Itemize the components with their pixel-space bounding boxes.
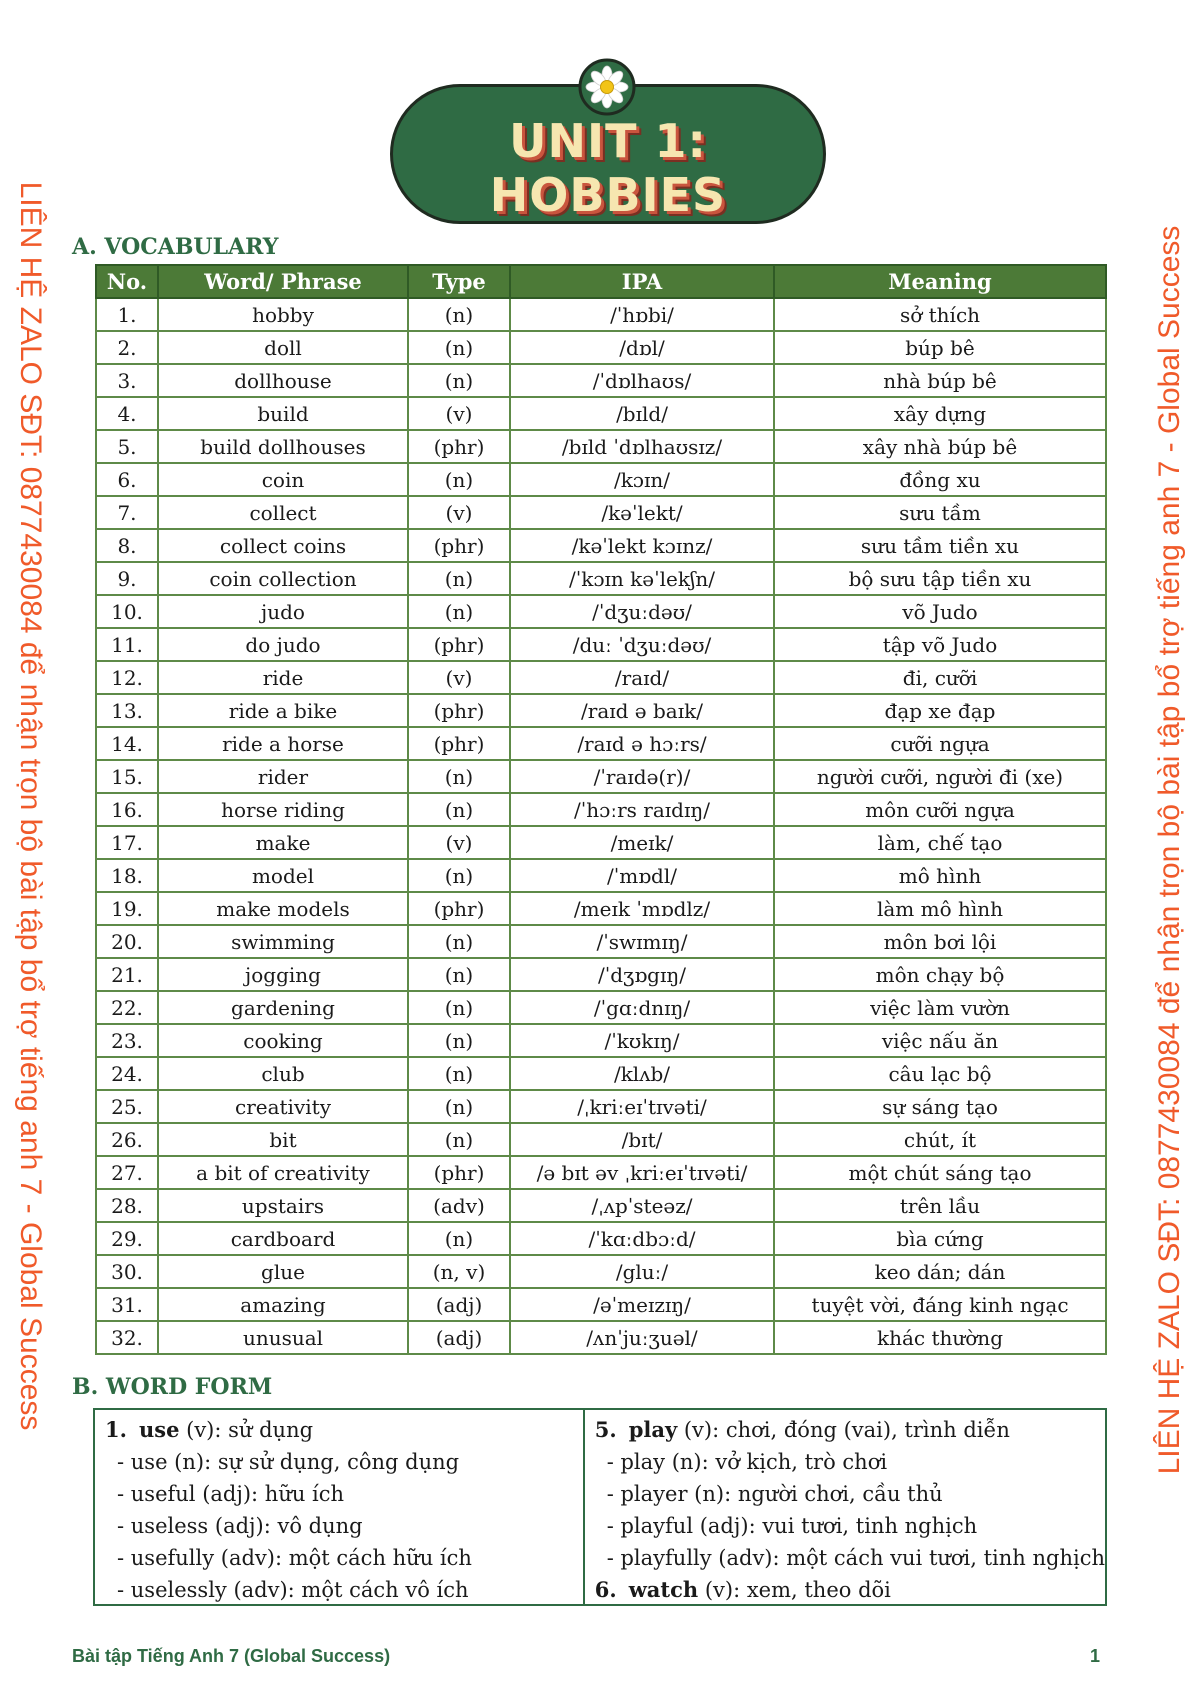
cell-meaning: trên lầu [774, 1189, 1106, 1222]
cell-type: (v) [408, 496, 510, 529]
cell-ipa: /ˈgɑːdnɪŋ/ [510, 991, 774, 1024]
cell-no: 23. [96, 1024, 158, 1057]
cell-type: (n) [408, 562, 510, 595]
cell-ipa: /ˈhɒbi/ [510, 298, 774, 331]
cell-ipa: /ˈkʊkɪŋ/ [510, 1024, 774, 1057]
table-row [96, 529, 1106, 562]
table-row [96, 1156, 1106, 1189]
cell-meaning: làm, chế tạo [774, 826, 1106, 859]
cell-meaning: đạp xe đạp [774, 694, 1106, 727]
cell-word: gardening [158, 991, 408, 1024]
table-row [96, 991, 1106, 1024]
cell-ipa: /ˈkɔɪn kəˈlekʃn/ [510, 562, 774, 595]
header-no: No. [96, 265, 158, 298]
table-row [96, 925, 1106, 958]
cell-meaning: tập võ Judo [774, 628, 1106, 661]
table-row [96, 1288, 1106, 1321]
word-form-headword: watch [628, 1577, 699, 1602]
cell-meaning: bộ sưu tập tiền xu [774, 562, 1106, 595]
watermark-left [0, 0, 60, 1696]
cell-word: ride a bike [158, 694, 408, 727]
cell-word: cardboard [158, 1222, 408, 1255]
cell-ipa: /bɪt/ [510, 1123, 774, 1156]
table-row [96, 298, 1106, 331]
table-row [96, 892, 1106, 925]
table-row [96, 859, 1106, 892]
unit-title-banner [390, 58, 830, 230]
cell-type: (phr) [408, 529, 510, 562]
header-word: Word/ Phrase [158, 265, 408, 298]
word-form-line: - uselessly (adv): một cách vô ích [117, 1578, 469, 1602]
word-form-number: 1. [105, 1417, 127, 1442]
cell-no: 31. [96, 1288, 158, 1321]
cell-meaning: sưu tầm tiền xu [774, 529, 1106, 562]
cell-no: 2. [96, 331, 158, 364]
cell-meaning: sự sáng tạo [774, 1090, 1106, 1123]
cell-meaning: xây dựng [774, 397, 1106, 430]
cell-meaning: chút, ít [774, 1123, 1106, 1156]
cell-word: coin [158, 463, 408, 496]
cell-ipa: /əˈmeɪzɪŋ/ [510, 1288, 774, 1321]
cell-type: (adj) [408, 1288, 510, 1321]
word-form-line: - useless (adj): vô dụng [117, 1514, 363, 1538]
word-form-line [595, 1574, 1105, 1606]
cell-word: a bit of creativity [158, 1156, 408, 1189]
word-form-headword: play [628, 1417, 678, 1442]
cell-type: (n, v) [408, 1255, 510, 1288]
cell-ipa: /ˈmɒdl/ [510, 859, 774, 892]
cell-no: 20. [96, 925, 158, 958]
cell-meaning: võ Judo [774, 595, 1106, 628]
cell-ipa: /meɪk ˈmɒdlz/ [510, 892, 774, 925]
cell-word: cooking [158, 1024, 408, 1057]
cell-no: 18. [96, 859, 158, 892]
watermark-right-text: LIÊN HỆ ZALO SĐT: 0877430084 để nhận trọn bộ bài tập bổ trợ tiếng anh 7 - Global Success [1153, 225, 1186, 1475]
cell-no: 19. [96, 892, 158, 925]
cell-ipa: /kəˈlekt kɔɪnz/ [510, 529, 774, 562]
word-form-definition: (v): xem, theo dõi [698, 1578, 891, 1602]
word-form-line: - useful (adj): hữu ích [117, 1482, 345, 1506]
cell-no: 32. [96, 1321, 158, 1354]
footer-book-title: Bài tập Tiếng Anh 7 (Global Success) [72, 1646, 391, 1666]
table-row [96, 1321, 1106, 1354]
cell-no: 17. [96, 826, 158, 859]
cell-ipa: /ˈhɔːrs raɪdɪŋ/ [510, 793, 774, 826]
cell-word: unusual [158, 1321, 408, 1354]
cell-type: (n) [408, 793, 510, 826]
cell-meaning: búp bê [774, 331, 1106, 364]
header-ipa: IPA [510, 265, 774, 298]
cell-type: (phr) [408, 892, 510, 925]
cell-word: ride [158, 661, 408, 694]
cell-word: rider [158, 760, 408, 793]
cell-type: (n) [408, 298, 510, 331]
cell-word: hobby [158, 298, 408, 331]
cell-no: 9. [96, 562, 158, 595]
header-meaning: Meaning [774, 265, 1106, 298]
word-form-line [105, 1414, 583, 1446]
cell-ipa: /klʌb/ [510, 1057, 774, 1090]
cell-no: 8. [96, 529, 158, 562]
header-type: Type [408, 265, 510, 298]
cell-ipa: /raɪd/ [510, 661, 774, 694]
word-form-number: 5. [594, 1417, 617, 1442]
cell-type: (n) [408, 463, 510, 496]
cell-type: (phr) [408, 628, 510, 661]
cell-meaning: keo dán; dán [774, 1255, 1106, 1288]
word-form-right-column [583, 1410, 1105, 1604]
cell-ipa: /ʌnˈjuːʒuəl/ [510, 1321, 774, 1354]
section-word-form-title: B. WORD FORM [72, 1374, 273, 1400]
cell-type: (n) [408, 1057, 510, 1090]
cell-meaning: khác thường [774, 1321, 1106, 1354]
cell-type: (phr) [408, 694, 510, 727]
cell-word: swimming [158, 925, 408, 958]
cell-ipa: /raɪd ə hɔːrs/ [510, 727, 774, 760]
word-form-number: 6. [594, 1577, 617, 1602]
cell-no: 24. [96, 1057, 158, 1090]
cell-word: make models [158, 892, 408, 925]
word-form-headword: use [139, 1417, 180, 1442]
cell-ipa: /ˈraɪdə(r)/ [510, 760, 774, 793]
cell-no: 11. [96, 628, 158, 661]
cell-ipa: /kəˈlekt/ [510, 496, 774, 529]
cell-meaning: người cưỡi, người đi (xe) [774, 760, 1106, 793]
table-row [96, 661, 1106, 694]
word-form-definition: (v): sử dụng [179, 1418, 314, 1442]
cell-meaning: cưỡi ngựa [774, 727, 1106, 760]
word-form-line: - usefully (adv): một cách hữu ích [117, 1546, 472, 1570]
table-row [96, 331, 1106, 364]
cell-no: 4. [96, 397, 158, 430]
cell-meaning: câu lạc bộ [774, 1057, 1106, 1090]
cell-word: make [158, 826, 408, 859]
cell-type: (n) [408, 1090, 510, 1123]
cell-word: coin collection [158, 562, 408, 595]
cell-word: dollhouse [158, 364, 408, 397]
cell-word: jogging [158, 958, 408, 991]
table-row [96, 760, 1106, 793]
cell-type: (phr) [408, 430, 510, 463]
cell-meaning: tuyệt vời, đáng kinh ngạc [774, 1288, 1106, 1321]
word-form-left-column [95, 1410, 583, 1604]
cell-ipa: /ˈdʒɒgɪŋ/ [510, 958, 774, 991]
cell-word: judo [158, 595, 408, 628]
daisy-flower-icon [578, 58, 636, 116]
cell-type: (n) [408, 1024, 510, 1057]
cell-ipa: /gluː/ [510, 1255, 774, 1288]
word-form-line: - playfully (adv): một cách vui tươi, tinh nghịch [606, 1546, 1105, 1570]
table-row [96, 1189, 1106, 1222]
table-row [96, 1123, 1106, 1156]
cell-word: horse riding [158, 793, 408, 826]
table-row [96, 628, 1106, 661]
cell-word: do judo [158, 628, 408, 661]
table-row [96, 496, 1106, 529]
cell-ipa: /dɒl/ [510, 331, 774, 364]
cell-meaning: đồng xu [774, 463, 1106, 496]
cell-type: (n) [408, 760, 510, 793]
cell-ipa: /bɪld/ [510, 397, 774, 430]
cell-ipa: /ˈswɪmɪŋ/ [510, 925, 774, 958]
cell-word: build dollhouses [158, 430, 408, 463]
cell-meaning: xây nhà búp bê [774, 430, 1106, 463]
cell-no: 21. [96, 958, 158, 991]
cell-type: (n) [408, 595, 510, 628]
table-row [96, 694, 1106, 727]
cell-no: 13. [96, 694, 158, 727]
cell-meaning: bìa cứng [774, 1222, 1106, 1255]
cell-no: 26. [96, 1123, 158, 1156]
table-row [96, 430, 1106, 463]
table-row [96, 1024, 1106, 1057]
cell-no: 7. [96, 496, 158, 529]
cell-no: 30. [96, 1255, 158, 1288]
vocabulary-table-body [96, 298, 1106, 1354]
cell-type: (n) [408, 859, 510, 892]
cell-ipa: /ə bɪt əv ˌkriːeɪˈtɪvəti/ [510, 1156, 774, 1189]
cell-type: (n) [408, 925, 510, 958]
cell-word: model [158, 859, 408, 892]
cell-type: (v) [408, 397, 510, 430]
word-form-line [595, 1414, 1105, 1446]
cell-ipa: /bɪld ˈdɒlhaʊsɪz/ [510, 430, 774, 463]
cell-meaning: đi, cưỡi [774, 661, 1106, 694]
cell-no: 10. [96, 595, 158, 628]
cell-type: (adv) [408, 1189, 510, 1222]
cell-type: (n) [408, 1123, 510, 1156]
cell-no: 15. [96, 760, 158, 793]
word-form-line: - play (n): vở kịch, trò chơi [606, 1450, 888, 1474]
cell-meaning: sưu tầm [774, 496, 1106, 529]
watermark-left-text: LIÊN HỆ ZALO SĐT: 0877430084 để nhận trọn bộ bài tập bổ trợ tiếng anh 7 - Global Success [14, 181, 47, 1431]
cell-type: (n) [408, 991, 510, 1024]
word-form-box [93, 1408, 1107, 1606]
word-form-line: - player (n): người chơi, cầu thủ [606, 1482, 943, 1506]
cell-no: 28. [96, 1189, 158, 1222]
cell-word: collect [158, 496, 408, 529]
cell-meaning: nhà búp bê [774, 364, 1106, 397]
cell-type: (phr) [408, 1156, 510, 1189]
cell-no: 22. [96, 991, 158, 1024]
table-row [96, 397, 1106, 430]
cell-meaning: môn cưỡi ngựa [774, 793, 1106, 826]
table-row [96, 463, 1106, 496]
cell-meaning: môn chạy bộ [774, 958, 1106, 991]
page-title: UNIT 1: HOBBIES [489, 114, 727, 222]
cell-type: (n) [408, 958, 510, 991]
word-form-definition: (v): chơi, đóng (vai), trình diễn [677, 1418, 1010, 1442]
cell-type: (v) [408, 826, 510, 859]
cell-type: (phr) [408, 727, 510, 760]
cell-word: doll [158, 331, 408, 364]
table-row [96, 727, 1106, 760]
cell-ipa: /ˈkɑːdbɔːd/ [510, 1222, 774, 1255]
cell-ipa: /kɔɪn/ [510, 463, 774, 496]
word-form-line: - playful (adj): vui tươi, tinh nghịch [606, 1514, 978, 1538]
table-row [96, 1057, 1106, 1090]
cell-meaning: sở thích [774, 298, 1106, 331]
cell-meaning: làm mô hình [774, 892, 1106, 925]
table-row [96, 562, 1106, 595]
cell-no: 6. [96, 463, 158, 496]
cell-meaning: môn bơi lội [774, 925, 1106, 958]
cell-no: 12. [96, 661, 158, 694]
cell-ipa: /raɪd ə baɪk/ [510, 694, 774, 727]
cell-no: 29. [96, 1222, 158, 1255]
page-number: 1 [1090, 1646, 1101, 1666]
cell-word: build [158, 397, 408, 430]
cell-meaning: việc làm vườn [774, 991, 1106, 1024]
table-row [96, 1255, 1106, 1288]
cell-word: glue [158, 1255, 408, 1288]
cell-meaning: việc nấu ăn [774, 1024, 1106, 1057]
table-row [96, 793, 1106, 826]
cell-ipa: /ˈdɒlhaʊs/ [510, 364, 774, 397]
cell-type: (adj) [408, 1321, 510, 1354]
table-row [96, 826, 1106, 859]
cell-ipa: /ˈdʒuːdəʊ/ [510, 595, 774, 628]
cell-type: (n) [408, 331, 510, 364]
table-row [96, 1222, 1106, 1255]
word-form-line: - use (n): sự sử dụng, công dụng [117, 1450, 460, 1474]
cell-no: 3. [96, 364, 158, 397]
cell-word: club [158, 1057, 408, 1090]
cell-type: (n) [408, 1222, 510, 1255]
cell-no: 25. [96, 1090, 158, 1123]
cell-ipa: /meɪk/ [510, 826, 774, 859]
cell-no: 5. [96, 430, 158, 463]
table-row [96, 595, 1106, 628]
cell-no: 14. [96, 727, 158, 760]
cell-word: ride a horse [158, 727, 408, 760]
cell-no: 16. [96, 793, 158, 826]
cell-word: amazing [158, 1288, 408, 1321]
table-header-row [96, 265, 1106, 298]
cell-meaning: mô hình [774, 859, 1106, 892]
cell-ipa: /ˌkriːeɪˈtɪvəti/ [510, 1090, 774, 1123]
cell-ipa: /ˌʌpˈsteəz/ [510, 1189, 774, 1222]
table-row [96, 364, 1106, 397]
cell-word: creativity [158, 1090, 408, 1123]
cell-no: 27. [96, 1156, 158, 1189]
cell-ipa: /duː ˈdʒuːdəʊ/ [510, 628, 774, 661]
cell-word: collect coins [158, 529, 408, 562]
cell-no: 1. [96, 298, 158, 331]
cell-word: bit [158, 1123, 408, 1156]
cell-type: (v) [408, 661, 510, 694]
watermark-right [1140, 0, 1200, 1696]
cell-meaning: một chút sáng tạo [774, 1156, 1106, 1189]
cell-type: (n) [408, 364, 510, 397]
section-vocabulary-title: A. VOCABULARY [72, 234, 279, 260]
cell-word: upstairs [158, 1189, 408, 1222]
vocabulary-table [95, 264, 1107, 1355]
table-row [96, 958, 1106, 991]
table-row [96, 1090, 1106, 1123]
